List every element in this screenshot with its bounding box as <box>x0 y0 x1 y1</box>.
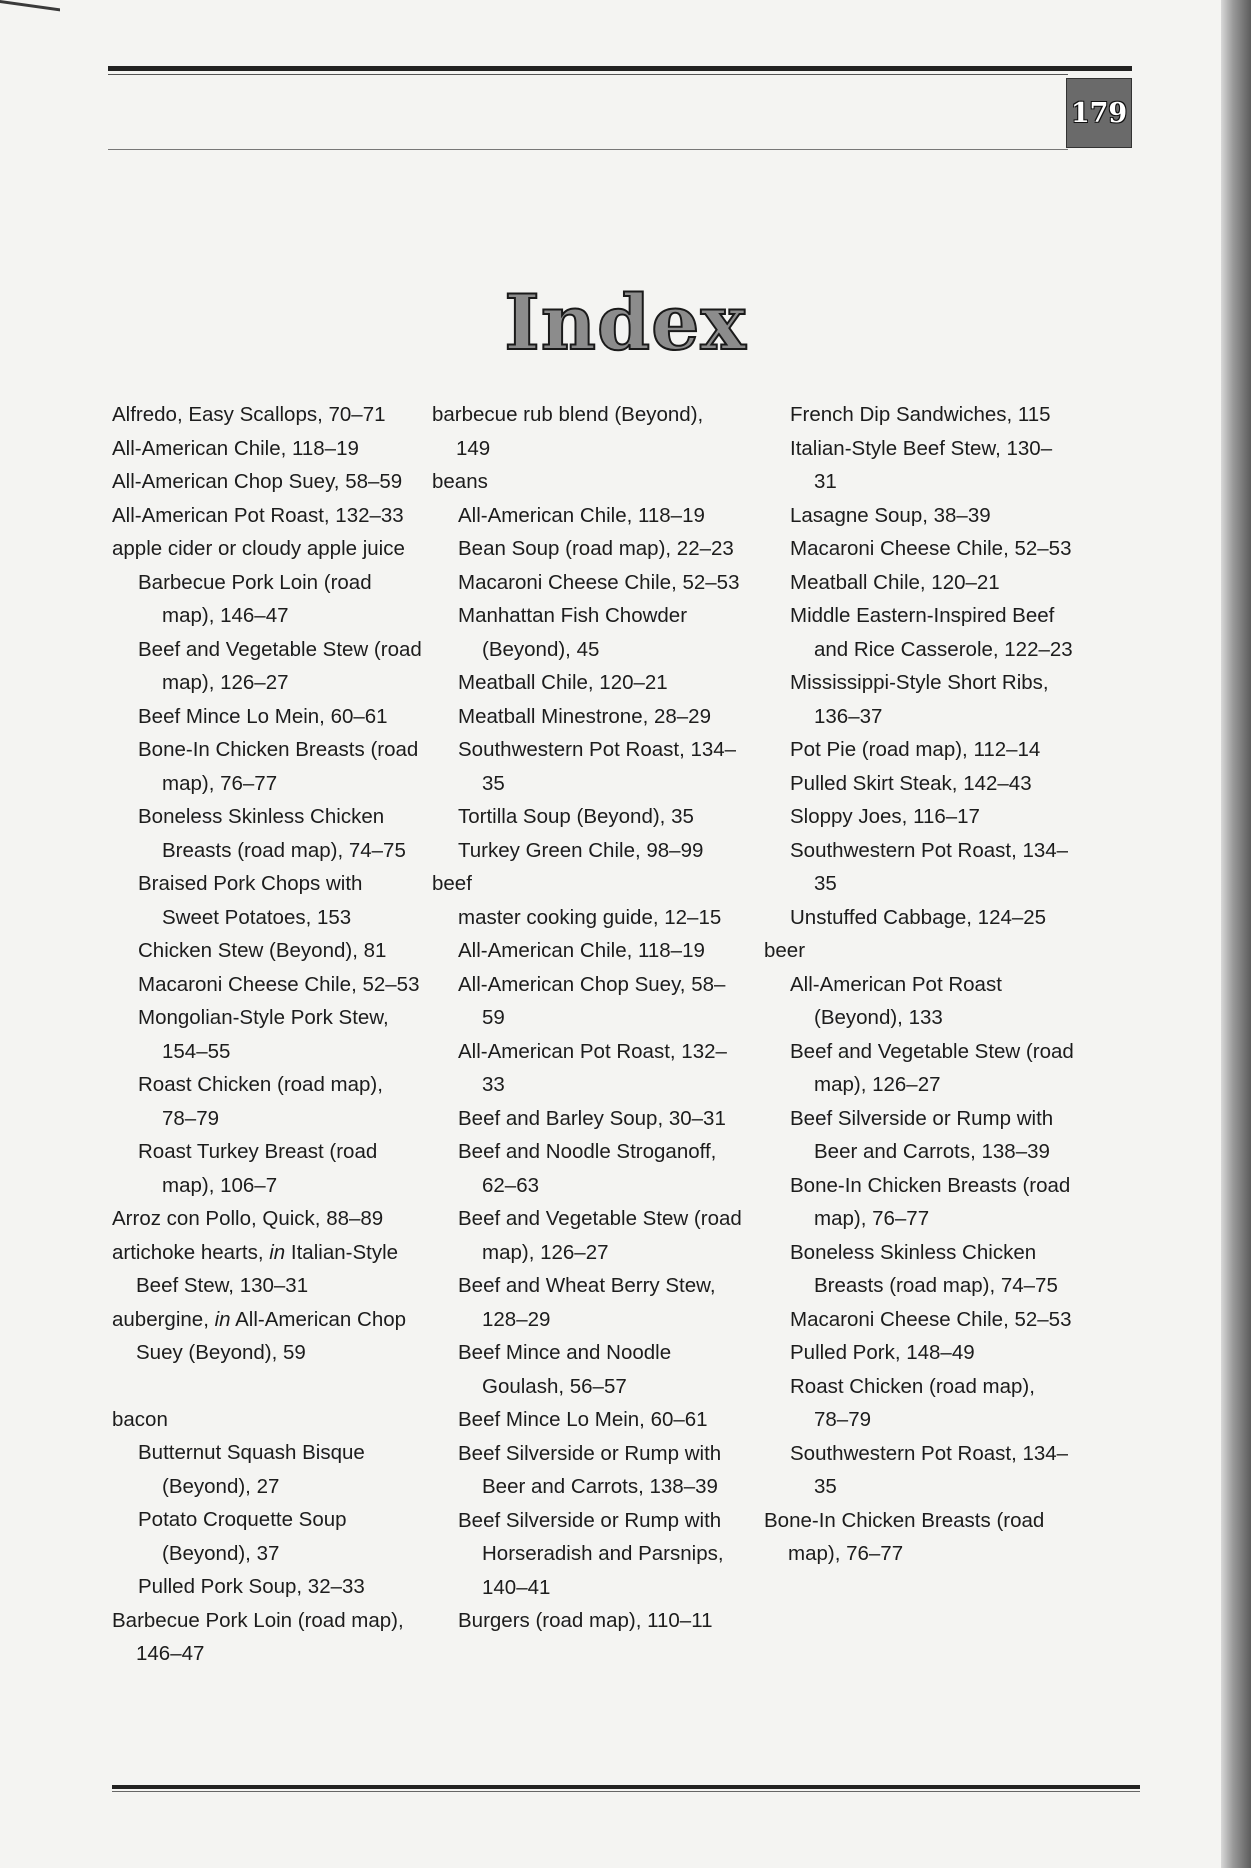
index-column-1 <box>112 398 422 1671</box>
entry-text: beef <box>432 872 472 895</box>
bottom-rule-thin <box>112 1791 1140 1792</box>
index-entry <box>112 532 422 566</box>
index-entry <box>112 1403 422 1437</box>
index-subentry <box>432 1504 742 1605</box>
entry-text: Mississippi-Style Short Ribs, 136–37 <box>790 671 1049 728</box>
entry-text: Meatball Chile, 120–21 <box>458 671 668 694</box>
entry-text: Beef Silverside or Rump with Horseradish and Parsnips, 140–41 <box>458 1508 724 1599</box>
index-subentry <box>432 834 742 868</box>
entry-text: Beef Silverside or Rump with Beer and Carrots, 138–39 <box>458 1441 722 1498</box>
index-subentry <box>432 733 742 800</box>
entry-text: Beef and Vegetable Stew (road map), 126–27 <box>458 1207 742 1264</box>
entry-text: beans <box>432 470 488 493</box>
entry-text: master cooking guide, 12–15 <box>458 905 722 929</box>
entry-text: Sloppy Joes, 116–17 <box>790 805 980 828</box>
corner-mark <box>0 0 60 21</box>
index-subentry <box>112 1570 422 1604</box>
entry-text: Southwestern Pot Roast, 134–35 <box>790 1441 1069 1498</box>
entry-text: bacon <box>112 1407 168 1431</box>
index-subentry <box>112 1001 422 1068</box>
page-title: Index <box>504 278 747 367</box>
entry-text: Pulled Pork Soup, 32–33 <box>138 1575 365 1598</box>
index-subentry <box>112 1503 422 1570</box>
entry-text: All-American Chop Suey, 58–59 <box>458 972 726 1029</box>
entry-text: apple cider or cloudy apple juice <box>112 537 405 560</box>
entry-text: Beef and Wheat Berry Stew, 128–29 <box>458 1274 716 1331</box>
index-subentry <box>764 733 1074 767</box>
top-rule-thin <box>108 74 1068 75</box>
index-subentry <box>432 1269 742 1336</box>
index-subentry <box>112 733 422 800</box>
index-subentry <box>112 566 422 633</box>
index-subentry <box>432 599 742 666</box>
entry-text: Arroz con Pollo, Quick, 88–89 <box>112 1207 384 1230</box>
entry-text: Chicken Stew (Beyond), 81 <box>138 939 387 962</box>
index-subentry <box>432 1336 742 1403</box>
entry-text: Barbecue Pork Loin (road map), 146–47 <box>112 1608 404 1665</box>
index-subentry <box>764 499 1074 533</box>
index-subentry <box>432 968 742 1035</box>
entry-text: French Dip Sandwiches, 115 <box>790 403 1051 426</box>
entry-text: Bone-In Chicken Breasts (road map), 76–77 <box>138 738 419 795</box>
entry-text: Macaroni Cheese Chile, 52–53 <box>790 1307 1072 1331</box>
top-rule <box>108 66 1132 71</box>
index-column-2 <box>432 398 742 1638</box>
index-entry <box>112 499 422 533</box>
index-subentry <box>112 800 422 867</box>
index-subentry <box>764 532 1074 566</box>
entry-text: Bone-In Chicken Breasts (road map), 76–77 <box>764 1508 1045 1565</box>
entry-text: All-American Chile, 118–19 <box>458 503 705 527</box>
index-entry <box>112 465 422 499</box>
index-subentry <box>764 1035 1074 1102</box>
entry-text: All-American Pot Roast (Beyond), 133 <box>790 972 1002 1029</box>
index-subentry <box>112 934 422 968</box>
index-subentry <box>432 1202 742 1269</box>
index-entry <box>112 1604 422 1671</box>
entry-text: Beef and Noodle Stroganoff, 62–63 <box>458 1140 717 1197</box>
entry-text-after: Italian-Style Beef Stew, 130–31 <box>136 1240 399 1297</box>
entry-italic: in <box>214 1307 231 1331</box>
index-subentry <box>112 700 422 734</box>
index-subentry <box>764 1336 1074 1370</box>
index-subentry <box>764 599 1074 666</box>
index-entry <box>764 1504 1074 1571</box>
index-subentry <box>764 1370 1074 1437</box>
entry-text: Pot Pie (road map), 112–14 <box>790 738 1041 761</box>
entry-text: artichoke hearts, <box>112 1240 270 1264</box>
index-subentry <box>432 700 742 734</box>
entry-text: barbecue rub blend (Beyond), 149 <box>432 403 704 460</box>
index-subentry <box>112 1135 422 1202</box>
index-subentry <box>432 934 742 968</box>
header-rule <box>108 149 1068 150</box>
entry-text: Mongolian-Style Pork Stew, 154–55 <box>138 1006 389 1063</box>
entry-text: All-American Chop Suey, 58–59 <box>112 470 403 493</box>
index-entry <box>112 432 422 466</box>
entry-text: Boneless Skinless Chicken Breasts (road map), 74–75 <box>790 1240 1058 1297</box>
entry-text: Beef Mince Lo Mein, 60–61 <box>458 1408 708 1431</box>
entry-text: Middle Eastern-Inspired Beef and Rice Casserole, 122–23 <box>790 604 1073 661</box>
entry-text: Macaroni Cheese Chile, 52–53 <box>138 972 420 996</box>
index-subentry <box>432 1035 742 1102</box>
entry-text: Pulled Pork, 148–49 <box>790 1341 975 1364</box>
index-subentry <box>112 968 422 1002</box>
entry-text: Beef Mince Lo Mein, 60–61 <box>138 704 388 728</box>
entry-text: Roast Chicken (road map), 78–79 <box>138 1073 383 1130</box>
index-subentry <box>764 1303 1074 1337</box>
index-subentry <box>764 834 1074 901</box>
entry-text: Bone-In Chicken Breasts (road map), 76–77 <box>790 1173 1071 1230</box>
index-entry <box>432 867 742 901</box>
index-subentry <box>432 532 742 566</box>
index-entry <box>112 398 422 432</box>
index-subentry <box>432 666 742 700</box>
entry-text-after: All-American Chop Suey (Beyond), 59 <box>136 1307 407 1364</box>
index-subentry <box>432 499 742 533</box>
entry-text: Beef Mince and Noodle Goulash, 56–57 <box>458 1341 672 1398</box>
entry-text: Boneless Skinless Chicken Breasts (road map), 74–75 <box>138 805 406 862</box>
index-entry <box>764 934 1074 968</box>
index-entry <box>112 1202 422 1236</box>
bottom-rule <box>112 1785 1140 1789</box>
entry-text: Burgers (road map), 110–11 <box>458 1609 713 1632</box>
index-subentry <box>112 867 422 934</box>
entry-text: Braised Pork Chops with Sweet Potatoes, 153 <box>138 872 363 929</box>
index-subentry <box>432 1437 742 1504</box>
entry-text: All-American Chile, 118–19 <box>458 939 705 962</box>
entry-text: Butternut Squash Bisque (Beyond), 27 <box>138 1441 365 1498</box>
entry-text: Beef Silverside or Rump with Beer and Carrots, 138–39 <box>790 1106 1054 1163</box>
entry-text: Turkey Green Chile, 98–99 <box>458 838 704 862</box>
index-entry <box>112 1236 422 1303</box>
index-subentry <box>432 901 742 935</box>
entry-text: Unstuffed Cabbage, 124–25 <box>790 905 1047 929</box>
entry-text: All-American Pot Roast, 132–33 <box>112 503 404 527</box>
entry-text: Italian-Style Beef Stew, 130–31 <box>790 436 1053 493</box>
index-subentry <box>764 1437 1074 1504</box>
index-subentry <box>112 1436 422 1503</box>
index-subentry <box>432 800 742 834</box>
index-subentry <box>432 1403 742 1437</box>
index-subentry <box>764 901 1074 935</box>
index-subentry <box>112 633 422 700</box>
index-entry <box>432 465 742 499</box>
entry-text: Bean Soup (road map), 22–23 <box>458 537 734 560</box>
index-subentry <box>432 1604 742 1638</box>
index-subentry <box>432 1135 742 1202</box>
index-subentry <box>764 1169 1074 1236</box>
entry-text: Meatball Chile, 120–21 <box>790 570 1000 594</box>
entry-text: Alfredo, Easy Scallops, 70–71 <box>112 403 386 426</box>
entry-text: Potato Croquette Soup (Beyond), 37 <box>138 1508 347 1565</box>
entry-text: Roast Chicken (road map), 78–79 <box>790 1374 1035 1431</box>
index-subentry <box>764 1102 1074 1169</box>
index-entry <box>112 1303 422 1370</box>
page-number-badge <box>1066 78 1132 148</box>
entry-text: Macaroni Cheese Chile, 52–53 <box>458 570 740 594</box>
entry-text: Pulled Skirt Steak, 142–43 <box>790 771 1032 795</box>
entry-text: Tortilla Soup (Beyond), 35 <box>458 805 694 828</box>
entry-text: aubergine, <box>112 1307 215 1331</box>
page-number: 179 <box>1070 97 1128 129</box>
entry-text: Macaroni Cheese Chile, 52–53 <box>790 537 1072 560</box>
entry-text: Beef and Vegetable Stew (road map), 126–27 <box>790 1039 1074 1096</box>
index-subentry <box>432 1102 742 1136</box>
entry-italic: in <box>269 1240 286 1264</box>
index-column-3 <box>764 398 1074 1571</box>
index-entry <box>432 398 742 465</box>
entry-text: All-American Pot Roast, 132–33 <box>458 1039 727 1096</box>
entry-text: Manhattan Fish Chowder (Beyond), 45 <box>458 604 688 661</box>
index-subentry <box>112 1068 422 1135</box>
index-subentry <box>764 566 1074 600</box>
entry-text: Beef and Vegetable Stew (road map), 126–27 <box>138 637 422 694</box>
entry-text: Southwestern Pot Roast, 134–35 <box>790 838 1069 895</box>
entry-text: Meatball Minestrone, 28–29 <box>458 704 711 728</box>
index-subentry <box>432 566 742 600</box>
entry-text: Southwestern Pot Roast, 134–35 <box>458 738 737 795</box>
index-subentry <box>764 800 1074 834</box>
entry-text: Lasagne Soup, 38–39 <box>790 503 991 527</box>
entry-text: beer <box>764 939 806 962</box>
index-subentry <box>764 432 1074 499</box>
entry-text: All-American Chile, 118–19 <box>112 436 359 460</box>
entry-text: Barbecue Pork Loin (road map), 146–47 <box>138 570 372 627</box>
index-subentry <box>764 767 1074 801</box>
index-subentry <box>764 1236 1074 1303</box>
index-subentry <box>764 666 1074 733</box>
index-subentry <box>764 968 1074 1035</box>
entry-text: Beef and Barley Soup, 30–31 <box>458 1106 726 1130</box>
index-subentry <box>764 398 1074 432</box>
entry-text: Roast Turkey Breast (road map), 106–7 <box>138 1140 378 1197</box>
